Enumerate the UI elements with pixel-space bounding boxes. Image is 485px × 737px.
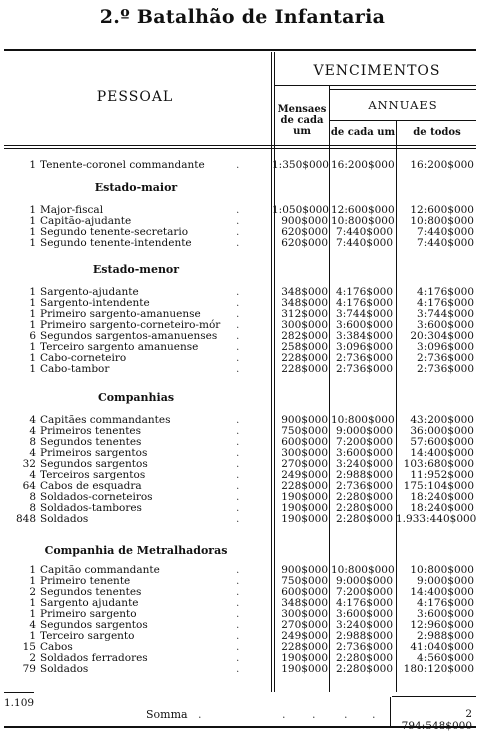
annual-each: 2:280$000 xyxy=(336,502,393,514)
monthly-each: 270$000 xyxy=(281,458,328,470)
monthly-each: 190$000 xyxy=(281,652,328,664)
soma-value: 2 794:548$000 xyxy=(401,708,472,732)
table-row xyxy=(0,514,485,525)
annual-each: 3:240$000 xyxy=(336,619,393,631)
row-quantity: 2 xyxy=(29,586,36,598)
row-label: Cabos de esquadra xyxy=(40,480,142,492)
annual-total: 41:040$000 xyxy=(410,641,474,653)
annual-each: 2:736$000 xyxy=(336,480,393,492)
leader-dots: . xyxy=(236,226,240,238)
row-quantity: 32 xyxy=(22,458,36,470)
row-quantity: 1 xyxy=(29,564,36,576)
monthly-each: 249$000 xyxy=(281,630,328,642)
annual-each: 2:280$000 xyxy=(336,652,393,664)
row-label: Soldados ferradores xyxy=(40,652,148,664)
monthly-each: 270$000 xyxy=(281,619,328,631)
annual-each: 3:600$000 xyxy=(336,447,393,459)
annual-each: 12:600$000 xyxy=(331,204,395,216)
soma-label: Somma xyxy=(146,708,188,721)
soma-divider xyxy=(390,697,391,726)
annual-total: 3:600$000 xyxy=(417,608,474,620)
row-label: Segundo tenente-secretario xyxy=(40,226,189,238)
table-row xyxy=(0,238,485,249)
leader-dots: . xyxy=(236,319,240,331)
monthly-each: 228$000 xyxy=(281,363,328,375)
monthly-each: 249$000 xyxy=(281,469,328,481)
annual-each: 2:736$000 xyxy=(336,641,393,653)
annual-total: 10:800$000 xyxy=(410,564,474,576)
row-quantity: 1 xyxy=(29,352,36,364)
monthly-each: 190$000 xyxy=(281,513,328,525)
row-quantity: 1 xyxy=(29,597,36,609)
leader-dots: . xyxy=(236,469,240,481)
annual-each: 10:800$000 xyxy=(331,564,395,576)
annual-total: 2:736$000 xyxy=(417,352,474,364)
row-quantity: 1 xyxy=(29,608,36,620)
leader-dots: . xyxy=(236,502,240,514)
annual-each: 2:280$000 xyxy=(336,513,393,525)
monthly-each: 282$000 xyxy=(281,330,328,342)
annual-total: 16:200$000 xyxy=(410,159,474,171)
row-label: Segundos tenentes xyxy=(40,586,142,598)
row-label: Major-fiscal xyxy=(40,204,104,216)
row-label: Capitães commandantes xyxy=(40,414,171,426)
header-annual-all: de todos xyxy=(413,127,461,138)
annual-each: 9:000$000 xyxy=(336,425,393,437)
annual-each: 7:200$000 xyxy=(336,436,393,448)
annual-total: 18:240$000 xyxy=(410,502,474,514)
leader-dots: . xyxy=(236,597,240,609)
leader-dots: . xyxy=(236,425,240,437)
row-quantity: 1 xyxy=(29,630,36,642)
bottom-rule-left xyxy=(4,692,34,693)
monthly-each: 348$000 xyxy=(281,597,328,609)
row-quantity: 1 xyxy=(29,297,36,309)
monthly-each: 228$000 xyxy=(281,641,328,653)
row-quantity: 4 xyxy=(29,469,36,481)
row-quantity: 1 xyxy=(29,575,36,587)
leader-dots: . xyxy=(236,458,240,470)
annual-total: 9:000$000 xyxy=(417,575,474,587)
monthly-each: 1:350$000 xyxy=(272,159,329,171)
annual-each: 7:440$000 xyxy=(336,237,393,249)
leader-dots: . xyxy=(236,575,240,587)
row-label: Terceiro sargento xyxy=(40,630,135,642)
leader-dots: . xyxy=(236,480,240,492)
header-vencimentos: VENCIMENTOS xyxy=(313,63,441,79)
row-quantity: 15 xyxy=(22,641,36,653)
annual-total: 7:440$000 xyxy=(417,237,474,249)
annual-total: 4:176$000 xyxy=(417,297,474,309)
annuaes-sub-rule xyxy=(329,120,476,121)
annual-each: 9:000$000 xyxy=(336,575,393,587)
annual-each: 3:240$000 xyxy=(336,458,393,470)
leader-dots: . xyxy=(236,447,240,459)
row-quantity: 1 xyxy=(29,363,36,375)
row-label: Cabo-corneteiro xyxy=(40,352,127,364)
annual-each: 4:176$000 xyxy=(336,286,393,298)
monthly-each: 258$000 xyxy=(281,341,328,353)
monthly-each: 228$000 xyxy=(281,480,328,492)
row-label: Cabo-tambor xyxy=(40,363,110,375)
leader-dots: . xyxy=(236,352,240,364)
leader-dots: . xyxy=(236,341,240,353)
row-quantity: 4 xyxy=(29,414,36,426)
annual-each: 2:280$000 xyxy=(336,491,393,503)
row-label: Segundos sargentos xyxy=(40,458,148,470)
annual-each: 2:988$000 xyxy=(336,469,393,481)
annual-total: 14:400$000 xyxy=(410,447,474,459)
annual-each: 3:744$000 xyxy=(336,308,393,320)
leader-dots: . xyxy=(236,663,240,675)
annual-total: 11:952$000 xyxy=(410,469,474,481)
leader-dots: . xyxy=(236,297,240,309)
leader-dots: . xyxy=(236,330,240,342)
monthly-each: 1:050$000 xyxy=(272,204,329,216)
annual-total: 20:304$000 xyxy=(410,330,474,342)
row-quantity: 1 xyxy=(29,308,36,320)
annual-each: 7:440$000 xyxy=(336,226,393,238)
row-quantity: 64 xyxy=(22,480,36,492)
row-label: Terceiros sargentos xyxy=(40,469,146,481)
annual-total: 12:960$000 xyxy=(410,619,474,631)
annual-total: 3:744$000 xyxy=(417,308,474,320)
row-label: Primeiro tenente xyxy=(40,575,131,587)
row-quantity: 1 xyxy=(29,286,36,298)
total-quantity: 1.109 xyxy=(4,697,35,709)
row-label: Segundos sargentos-amanuenses xyxy=(40,330,218,342)
row-quantity: 4 xyxy=(29,425,36,437)
leader-dots: . xyxy=(236,308,240,320)
leader-dots: . xyxy=(236,652,240,664)
table-row xyxy=(0,160,485,171)
row-label: Cabos xyxy=(40,641,73,653)
table-row xyxy=(0,664,485,675)
row-label: Soldados xyxy=(40,663,89,675)
row-label: Terceiro sargento amanuense xyxy=(40,341,199,353)
annual-total: 57:600$000 xyxy=(410,436,474,448)
monthly-each: 190$000 xyxy=(281,663,328,675)
table-top-rule xyxy=(4,49,476,51)
row-quantity: 6 xyxy=(29,330,36,342)
vencimentos-rule xyxy=(275,85,476,86)
monthly-each: 190$000 xyxy=(281,491,328,503)
annual-each: 2:736$000 xyxy=(336,352,393,364)
monthly-each: 600$000 xyxy=(281,436,328,448)
row-label: Primeiro sargento-corneteiro-mór xyxy=(40,319,221,331)
soma-leader-dots: . xyxy=(344,708,348,721)
monthly-each: 300$000 xyxy=(281,608,328,620)
annual-total: 14:400$000 xyxy=(410,586,474,598)
annual-total: 18:240$000 xyxy=(410,491,474,503)
monthly-each: 312$000 xyxy=(281,308,328,320)
annual-each: 3:600$000 xyxy=(336,608,393,620)
row-quantity: 848 xyxy=(15,513,36,525)
leader-dots: . xyxy=(236,159,240,171)
row-quantity: 1 xyxy=(29,226,36,238)
row-quantity: 4 xyxy=(29,447,36,459)
row-label: Primeiro sargento-amanuense xyxy=(40,308,201,320)
leader-dots: . xyxy=(236,513,240,525)
leader-dots: . xyxy=(236,491,240,503)
annual-each: 2:988$000 xyxy=(336,630,393,642)
annual-each: 10:800$000 xyxy=(331,414,395,426)
leader-dots: . xyxy=(236,564,240,576)
row-quantity: 8 xyxy=(29,491,36,503)
header-annual-each: de cada um xyxy=(330,127,396,138)
monthly-each: 900$000 xyxy=(281,414,328,426)
row-label: Primeiro sargento xyxy=(40,608,137,620)
monthly-each: 300$000 xyxy=(281,447,328,459)
row-quantity: 1 xyxy=(29,159,36,171)
monthly-each: 900$000 xyxy=(281,564,328,576)
monthly-each: 348$000 xyxy=(281,286,328,298)
row-label: Tenente-coronel commandante xyxy=(40,159,205,171)
row-quantity: 1 xyxy=(29,319,36,331)
annual-total: 3:096$000 xyxy=(417,341,474,353)
leader-dots: . xyxy=(236,630,240,642)
monthly-each: 190$000 xyxy=(281,502,328,514)
leader-dots: . xyxy=(236,237,240,249)
annual-each: 4:176$000 xyxy=(336,297,393,309)
leader-dots: . xyxy=(236,215,240,227)
annual-total: 180:120$000 xyxy=(403,663,474,675)
monthly-each: 750$000 xyxy=(281,425,328,437)
annual-total: 1.933:440$000 xyxy=(396,513,477,525)
bottom-rule-right xyxy=(392,696,476,697)
monthly-each: 750$000 xyxy=(281,575,328,587)
monthly-each: 620$000 xyxy=(281,237,328,249)
document-title: 2.º Batalhão de Infantaria xyxy=(99,6,386,28)
annual-total: 4:176$000 xyxy=(417,597,474,609)
monthly-each: 900$000 xyxy=(281,215,328,227)
annual-total: 2:736$000 xyxy=(417,363,474,375)
monthly-each: 620$000 xyxy=(281,226,328,238)
soma-leader-dots: . xyxy=(372,708,376,721)
row-quantity: 1 xyxy=(29,237,36,249)
leader-dots: . xyxy=(236,436,240,448)
monthly-each: 348$000 xyxy=(281,297,328,309)
leader-dots: . xyxy=(236,586,240,598)
annual-total: 4:176$000 xyxy=(417,286,474,298)
monthly-each: 228$000 xyxy=(281,352,328,364)
row-label: Capitão commandante xyxy=(40,564,160,576)
section-title: Companhias xyxy=(97,391,175,404)
section-title: Estado-maior xyxy=(94,181,178,194)
annual-each: 10:800$000 xyxy=(331,215,395,227)
soma-leader-dots: . xyxy=(198,708,202,721)
row-quantity: 1 xyxy=(29,204,36,216)
leader-dots: . xyxy=(236,414,240,426)
leader-dots: . xyxy=(236,204,240,216)
leader-dots: . xyxy=(236,363,240,375)
leader-dots: . xyxy=(236,641,240,653)
annual-each: 3:384$000 xyxy=(336,330,393,342)
annual-each: 2:280$000 xyxy=(336,663,393,675)
row-label: Primeiros tenentes xyxy=(40,425,142,437)
annual-each: 3:096$000 xyxy=(336,341,393,353)
row-label: Primeiros sargentos xyxy=(40,447,148,459)
header-pessoal: PESSOAL xyxy=(96,89,174,105)
row-label: Segundos tenentes xyxy=(40,436,142,448)
row-quantity: 1 xyxy=(29,215,36,227)
header-bottom-rule xyxy=(4,145,476,146)
row-quantity: 79 xyxy=(22,663,36,675)
annual-each: 16:200$000 xyxy=(331,159,395,171)
annual-total: 43:200$000 xyxy=(410,414,474,426)
row-label: Segundos sargentos xyxy=(40,619,148,631)
row-label: Sargento ajudante xyxy=(40,597,139,609)
annual-total: 12:600$000 xyxy=(410,204,474,216)
annual-total: 4:560$000 xyxy=(417,652,474,664)
row-quantity: 2 xyxy=(29,652,36,664)
leader-dots: . xyxy=(236,619,240,631)
annuaes-rule xyxy=(329,89,476,90)
annual-total: 36:000$000 xyxy=(410,425,474,437)
header-annuaes: ANNUAES xyxy=(368,98,438,112)
row-quantity: 4 xyxy=(29,619,36,631)
row-label: Soldados xyxy=(40,513,89,525)
section-title: Companhia de Metralhadoras xyxy=(44,544,228,557)
table-row xyxy=(0,364,485,375)
row-quantity: 1 xyxy=(29,341,36,353)
soma-leader-dots: . xyxy=(282,708,286,721)
annual-total: 7:440$000 xyxy=(417,226,474,238)
annual-total: 175:104$000 xyxy=(403,480,474,492)
annual-total: 103:680$000 xyxy=(403,458,474,470)
annual-each: 2:736$000 xyxy=(336,363,393,375)
leader-dots: . xyxy=(236,608,240,620)
soma-leader-dots: . xyxy=(312,708,316,721)
annual-total: 3:600$000 xyxy=(417,319,474,331)
row-label: Segundo tenente-intendente xyxy=(40,237,192,249)
row-quantity: 8 xyxy=(29,436,36,448)
monthly-each: 300$000 xyxy=(281,319,328,331)
monthly-each: 600$000 xyxy=(281,586,328,598)
annual-each: 3:600$000 xyxy=(336,319,393,331)
row-quantity: 8 xyxy=(29,502,36,514)
annual-total: 2:988$000 xyxy=(417,630,474,642)
annual-each: 4:176$000 xyxy=(336,597,393,609)
section-title: Estado-menor xyxy=(92,263,180,276)
annual-total: 10:800$000 xyxy=(410,215,474,227)
row-label: Sargento-ajudante xyxy=(40,286,139,298)
leader-dots: . xyxy=(236,286,240,298)
header-bottom-rule-2 xyxy=(4,148,476,149)
row-label: Soldados-tambores xyxy=(40,502,142,514)
row-label: Capitão-ajudante xyxy=(40,215,132,227)
annual-each: 7:200$000 xyxy=(336,586,393,598)
row-label: Sargento-intendente xyxy=(40,297,150,309)
row-label: Soldados-corneteiros xyxy=(40,491,153,503)
header-mensaes: Mensaes de cada um xyxy=(277,104,327,137)
